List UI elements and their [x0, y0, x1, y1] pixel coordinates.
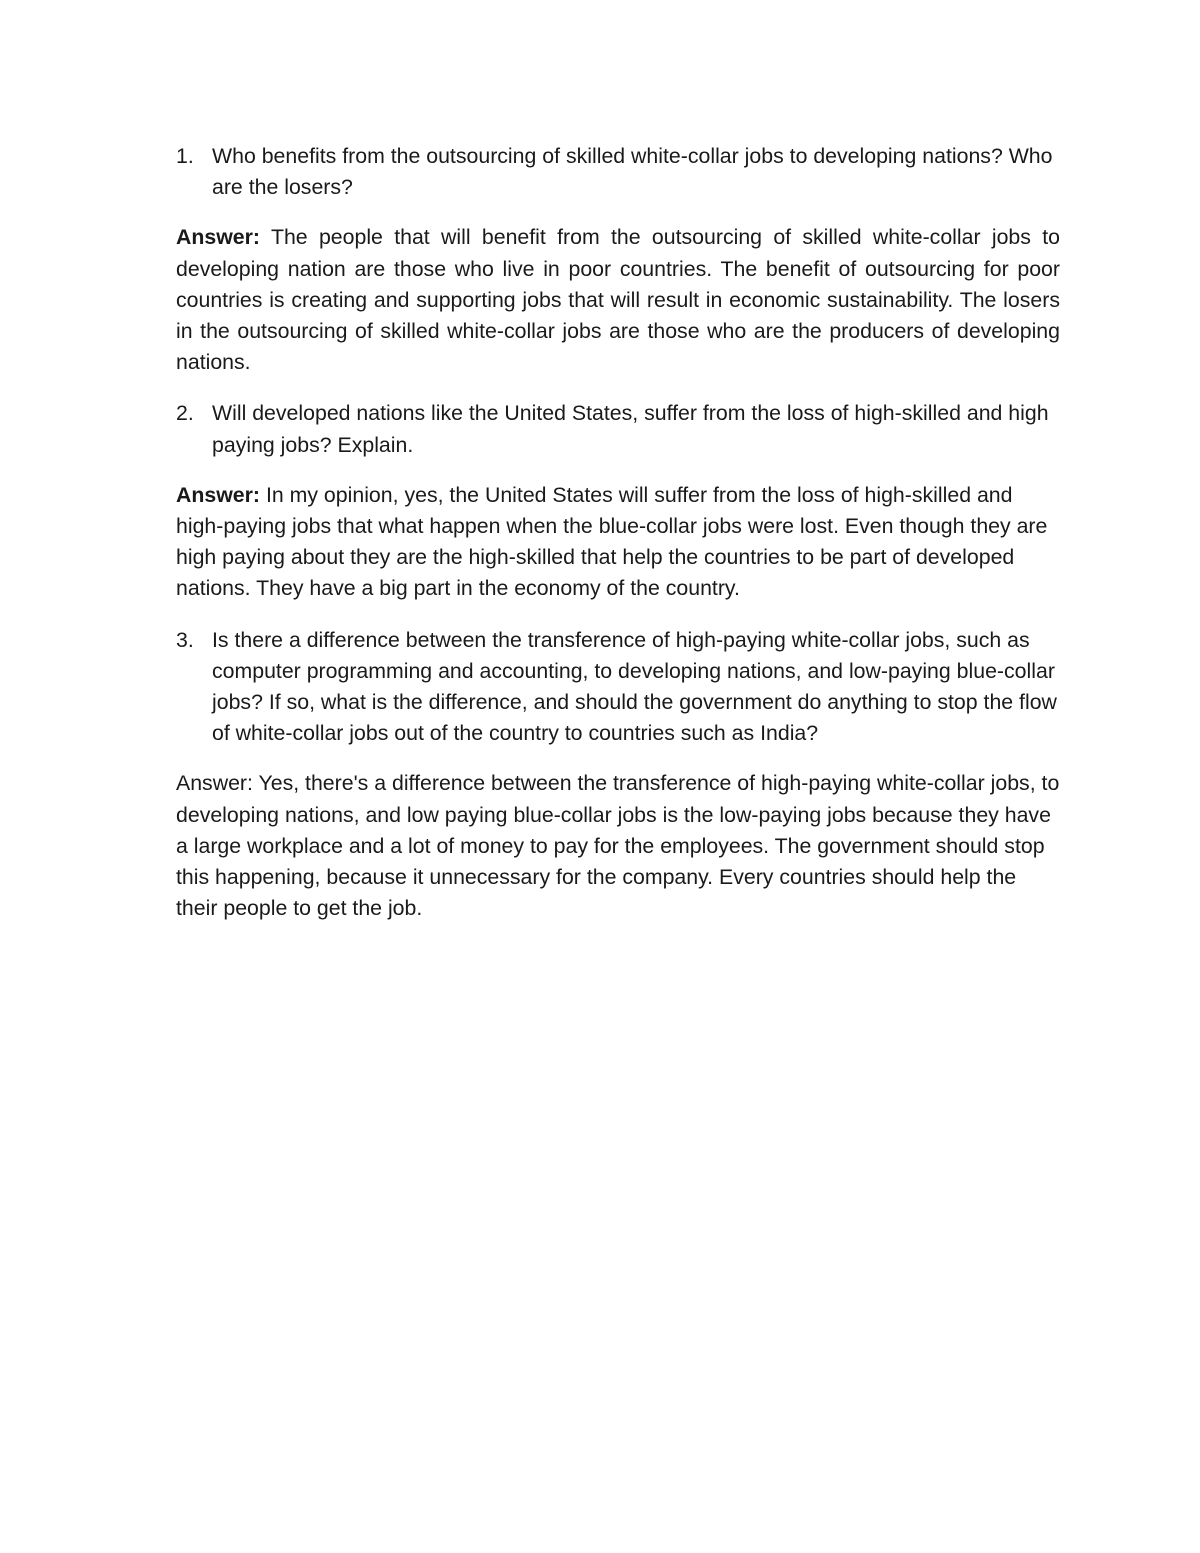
question-number: 3.	[176, 627, 194, 652]
answer-text: Yes, there's a difference between the transference of high-paying white-collar jobs, to developing nations, and low paying blue-collar jobs is the low-paying jobs because they have a large workplace and a lot of money to pay for the employees. The government should stop this happening, because it unnecessary for the company. Every countries should help the their people to get the job.	[176, 771, 1060, 921]
question-3	[176, 625, 1060, 750]
question-1	[176, 141, 1060, 203]
answer-label: Answer:	[176, 225, 261, 250]
answer-text: The people that will benefit from the outsourcing of skilled white-collar jobs to developing nation are those who live in poor countries. The benefit of outsourcing for poor countries is creating and supporting jobs that will result in economic sustainability. The losers in the outsourcing of skilled white-collar jobs are those who are the producers of developing nations.	[176, 225, 1060, 375]
document-body	[176, 141, 1060, 944]
answer-label: Answer:	[176, 482, 261, 507]
question-number: 2.	[176, 401, 194, 426]
question-text: Who benefits from the outsourcing of skilled white-collar jobs to developing nations? Who are the losers?	[212, 144, 1053, 200]
answer-3	[176, 768, 1060, 924]
answer-text: In my opinion, yes, the United States will suffer from the loss of high-skilled and high-paying jobs that what happen when the blue-collar jobs were lost. Even though they are high paying about they are the high-skilled that help the countries to be part of developed nations. They have a big part in the economy of the country.	[176, 482, 1048, 601]
answer-1	[176, 222, 1060, 378]
answer-label: Answer:	[176, 771, 253, 796]
question-number: 1.	[176, 144, 194, 168]
question-text: Is there a difference between the transference of high-paying white-collar jobs, such as computer programming and accounting, to developing nations, and low-paying blue-collar jobs? If so, what is the difference, and should the government do anything to stop the flow of white-collar jobs out of the country to countries such as India?	[212, 627, 1057, 746]
question-text: Will developed nations like the United States, suffer from the loss of high-skilled and high paying jobs? Explain.	[212, 401, 1049, 457]
question-2	[176, 398, 1060, 460]
answer-2	[176, 480, 1060, 605]
